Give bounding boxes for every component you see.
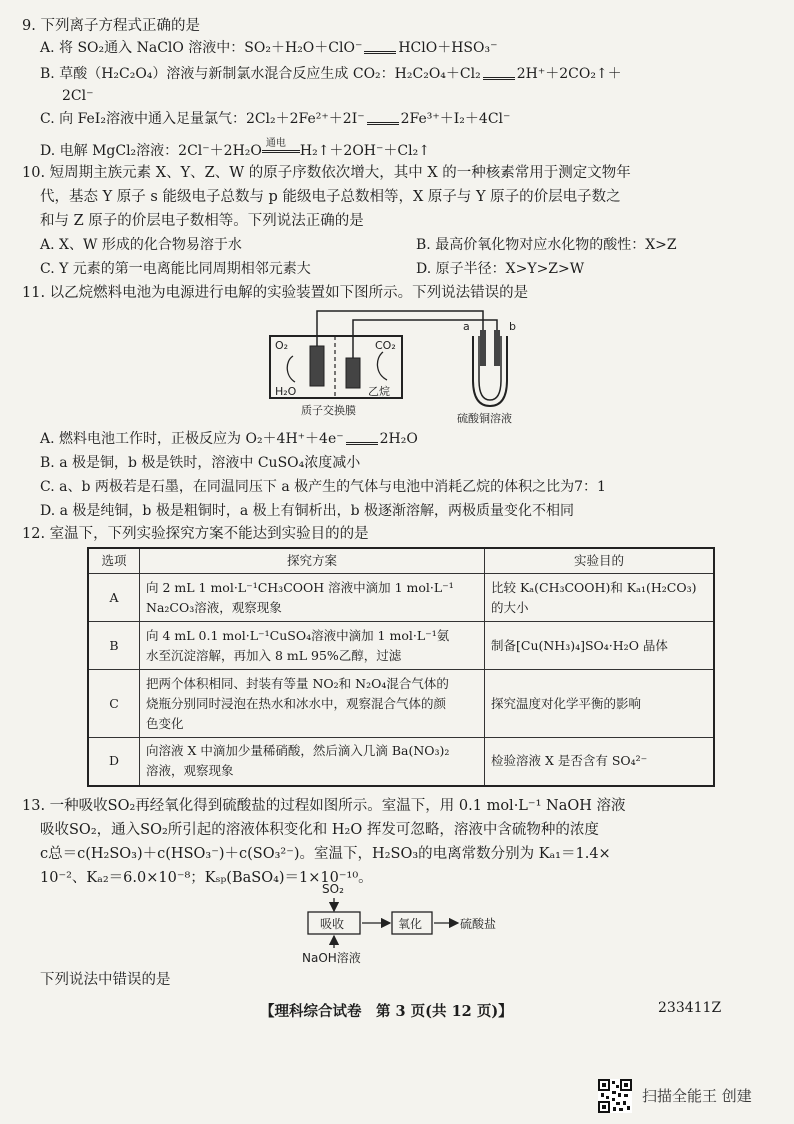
q10-stem-3: 和与 Z 原子的价层电子数相等。下列说法正确的是 bbox=[40, 213, 364, 229]
table-row bbox=[88, 574, 714, 622]
q13-stem-4: 10⁻²、Kₐ₂＝6.0×10⁻⁸；Kₛₚ(BaSO₄)＝1×10⁻¹⁰。 bbox=[40, 870, 373, 886]
box-oxidize: 氧化 bbox=[398, 917, 423, 931]
label-ethane: 乙烷 bbox=[368, 385, 390, 398]
table-row bbox=[88, 622, 714, 670]
q11-electrolysis-diagram bbox=[265, 306, 545, 424]
label-membrane: 质子交换膜 bbox=[301, 404, 356, 417]
label-naoh: NaOH溶液 bbox=[302, 951, 361, 965]
q12-title: 12. 室温下，下列实验探究方案不能达到实验目的的是 bbox=[22, 526, 369, 542]
q11-option-c: C. a、b 两极若是石墨，在同温同压下 a 极产生的气体与电池中消耗乙烷的体积之比为7：1 bbox=[40, 479, 606, 495]
table-row bbox=[88, 670, 714, 738]
q11-option-b: B. a 极是铜，b 极是铁时，溶液中 CuSO₄浓度减小 bbox=[40, 455, 361, 471]
q9-title: 9. 下列离子方程式正确的是 bbox=[22, 18, 200, 34]
label-electrode-a: a bbox=[463, 320, 470, 333]
table-header-row bbox=[88, 548, 714, 574]
paper-code: 233411Z bbox=[658, 1000, 722, 1016]
q10-stem-1: 10. 短周期主族元素 X、Y、Z、W 的原子序数依次增大，其中 X 的一种核素常用于测定文物年 bbox=[22, 165, 631, 181]
scanner-watermark: 扫描全能王 创建 bbox=[642, 1087, 752, 1105]
label-sulfate: 硫酸盐 bbox=[460, 917, 497, 931]
q13-stem-1: 13. 一种吸收SO₂再经氧化得到硫酸盐的过程如图所示。室温下，用 0.1 mol·L⁻¹ NaOH 溶液 bbox=[22, 798, 626, 814]
q10-option-b: B. 最高价氧化物对应水化物的酸性：X>Z bbox=[416, 237, 677, 253]
label-o2: O₂ bbox=[275, 339, 289, 352]
label-h2o: H₂O bbox=[275, 385, 297, 398]
q9-option-c: C. 向 FeI₂溶液中通入足量氯气：2Cl₂＋2Fe²⁺＋2I⁻ 2Fe³⁺＋I₂＋4Cl⁻ bbox=[40, 111, 511, 127]
q13-stem-3: c总＝c(H₂SO₃)＋c(HSO₃⁻)＋c(SO₃²⁻)。室温下，H₂SO₃的电离常数分别为 Kₐ₁＝1.4× bbox=[40, 846, 611, 862]
row-goal: 比较 Kₐ(CH₃COOH)和 Kₐ₁(H₂CO₃) 的大小 bbox=[485, 574, 715, 622]
row-goal: 制备[Cu(NH₃)₄]SO₄·H₂O 晶体 bbox=[485, 622, 715, 670]
page-footer-title: 【理科综合试卷 第 3 页(共 12 页)】 bbox=[260, 1003, 513, 1020]
row-plan: 向 4 mL 0.1 mol·L⁻¹CuSO₄溶液中滴加 1 mol·L⁻¹氨 水至沉淀溶解，再加入 8 mL 95%乙醇，过滤 bbox=[140, 622, 485, 670]
box-absorb: 吸收 bbox=[320, 917, 345, 931]
header-plan: 探究方案 bbox=[140, 548, 485, 574]
row-goal: 探究温度对化学平衡的影响 bbox=[485, 670, 715, 738]
q10-stem-2: 代，基态 Y 原子 s 能级电子总数与 p 能级电子总数相等，X 原子与 Y 原子的价层电子数之 bbox=[40, 189, 621, 205]
q11-option-a: A. 燃料电池工作时，正极反应为 O₂＋4H⁺＋4e⁻ 2H₂O bbox=[40, 431, 418, 447]
label-electrode-b: b bbox=[509, 320, 516, 333]
header-option: 选项 bbox=[88, 548, 140, 574]
row-option: D bbox=[88, 738, 140, 786]
q13-question: 下列说法中错误的是 bbox=[40, 972, 171, 988]
q13-stem-2: 吸收SO₂，通入SO₂所引起的溶液体积变化和 H₂O 挥发可忽略，溶液中含硫物种的浓度 bbox=[40, 822, 599, 838]
q11-title: 11. 以乙烷燃料电池为电源进行电解的实验装置如下图所示。下列说法错误的是 bbox=[22, 285, 529, 301]
q9-option-d: D. 电解 MgCl₂溶液：2Cl⁻＋2H₂O 通电 H₂↑＋2OH⁻＋Cl₂↑ bbox=[40, 140, 430, 162]
row-plan: 向溶液 X 中滴加少量稀硝酸，然后滴入几滴 Ba(NO₃)₂ 溶液，观察现象 bbox=[140, 738, 485, 786]
q10-option-d: D. 原子半径：X>Y>Z>W bbox=[416, 261, 585, 277]
header-goal: 实验目的 bbox=[485, 548, 715, 574]
q13-process-diagram bbox=[290, 880, 520, 966]
label-cuso4: 硫酸铜溶液 bbox=[457, 412, 512, 424]
label-so2: SO₂ bbox=[322, 882, 344, 896]
electrolysis-condition: 通电 bbox=[265, 138, 286, 149]
row-goal: 检验溶液 X 是否含有 SO₄²⁻ bbox=[485, 738, 715, 786]
q9-option-b: B. 草酸（H₂C₂O₄）溶液与新制氯水混合反应生成 CO₂：H₂C₂O₄＋Cl₂ 2H⁺＋2CO₂↑＋ bbox=[40, 66, 622, 82]
row-plan: 向 2 mL 1 mol·L⁻¹CH₃COOH 溶液中滴加 1 mol·L⁻¹ Na₂CO₃溶液，观察现象 bbox=[140, 574, 485, 622]
row-plan: 把两个体积相同、封装有等量 NO₂和 N₂O₄混合气体的 烧瓶分别同时浸泡在热水和冰水中，观察混合气体的颜 色变化 bbox=[140, 670, 485, 738]
row-option: A bbox=[88, 574, 140, 622]
q10-option-a: A. X、W 形成的化合物易溶于水 bbox=[40, 237, 242, 253]
q9-option-a: A. 将 SO₂通入 NaClO 溶液中：SO₂＋H₂O＋ClO⁻ HClO＋HSO₃⁻ bbox=[40, 40, 498, 56]
q12-experiment-table bbox=[87, 547, 715, 787]
row-option: B bbox=[88, 622, 140, 670]
label-co2: CO₂ bbox=[375, 339, 396, 352]
qr-code-icon bbox=[598, 1079, 632, 1113]
q10-option-c: C. Y 元素的第一电离能比同周期相邻元素大 bbox=[40, 261, 311, 277]
q9-option-b-cont: 2Cl⁻ bbox=[62, 88, 94, 104]
q11-option-d: D. a 极是纯铜，b 极是粗铜时，a 极上有铜析出，b 极逐渐溶解，两极质量变化不相同 bbox=[40, 503, 575, 519]
table-row bbox=[88, 738, 714, 786]
row-option: C bbox=[88, 670, 140, 738]
